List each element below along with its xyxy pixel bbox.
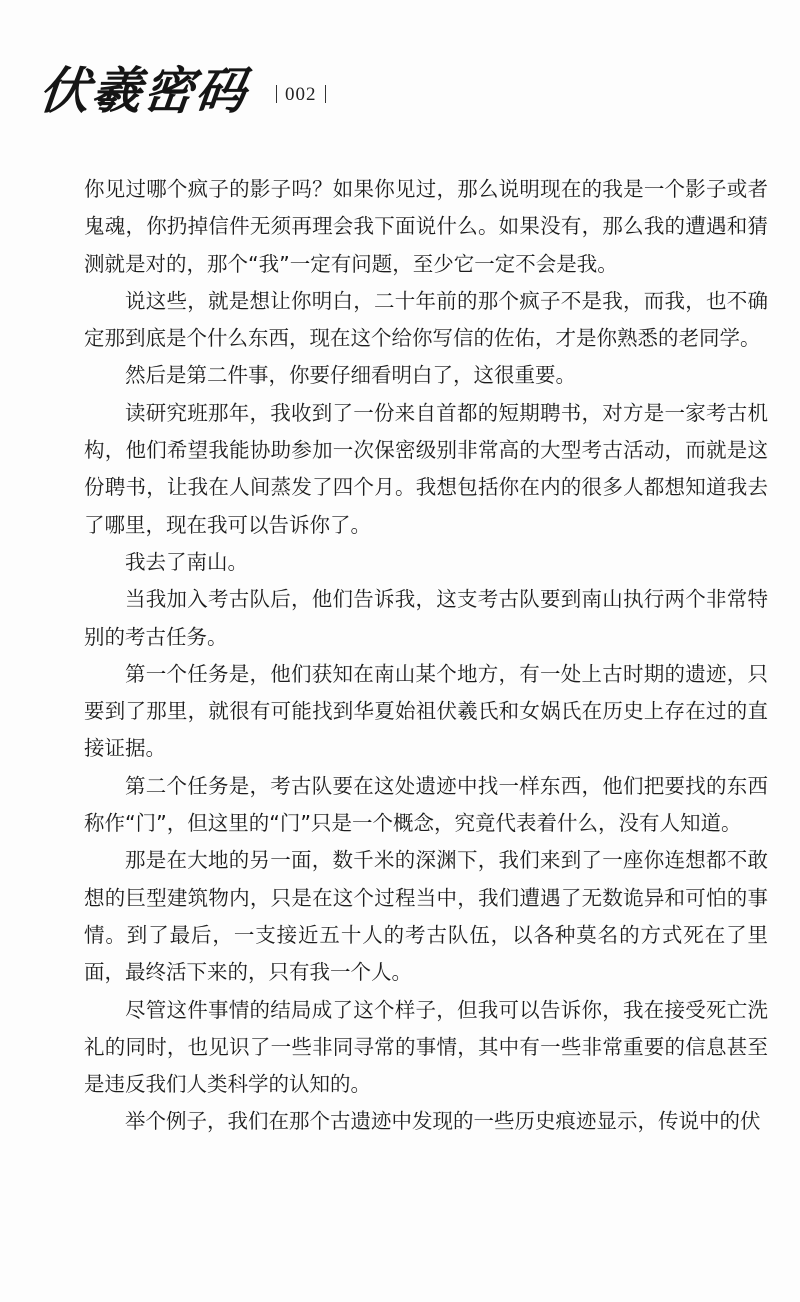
body-text	[84, 171, 768, 1141]
paragraph: 第一个任务是，他们获知在南山某个地方，有一处上古时期的遗迹，只要到了那里，就很有可能找到华夏始祖伏羲氏和女娲氏在历史上存在过的直接证据。	[84, 661, 768, 761]
paragraph: 当我加入考古队后，他们告诉我，这支考古队要到南山执行两个非常特别的考古任务。	[84, 587, 768, 649]
paragraph: 我去了南山。	[125, 549, 248, 574]
paragraph: 举个例子，我们在那个古遗迹中发现的一些历史痕迹显示，传说中的伏	[125, 1109, 761, 1134]
paragraph: 第二个任务是，考古队要在这处遗迹中找一样东西，他们把要找的东西称作“门”，但这里的“门”只是一个概念，究竟代表着什么，没有人知道。	[84, 773, 768, 836]
paragraph: 你见过哪个疯子的影子吗？如果你见过，那么说明现在的我是一个影子或者鬼魂，你扔掉信件无须再理会我下面说什么。如果没有，那么我的遭遇和猜测就是对的，那个“我”一定有问题，至少它一定不会是我。	[84, 177, 768, 276]
page-number-block	[268, 84, 334, 106]
page-number: 002	[285, 84, 317, 105]
paragraph: 然后是第二件事，你要仔细看明白了，这很重要。	[125, 363, 576, 388]
divider-left	[276, 85, 277, 103]
divider-right	[325, 85, 326, 103]
paragraph: 尽管这件事情的结局成了这个样子，但我可以告诉你，我在接受死亡洗礼的同时，也见识了一些非同寻常的事情，其中有一些非常重要的信息甚至是违反我们人类科学的认知的。	[84, 997, 768, 1097]
paragraph: 读研究班那年，我收到了一份来自首都的短期聘书，对方是一家考古机构，他们希望我能协助参加一次保密级别非常高的大型考古活动，而就是这份聘书，让我在人间蒸发了四个月。我想包括你在内的很多人都想知道我去了哪里，现在我可以告诉你了。	[84, 400, 768, 537]
paragraph: 那是在大地的另一面，数千米的深渊下，我们来到了一座你连想都不敢想的巨型建筑物内，只是在这个过程当中，我们遭遇了无数诡异和可怕的事情。到了最后，一支接近五十人的考古队伍，以各种莫名的方式死在了里面，最终活下来的，只有我一个人。	[84, 848, 768, 985]
book-title: 伏羲密码	[36, 61, 251, 120]
running-header	[36, 52, 334, 122]
paragraph: 说这些，就是想让你明白，二十年前的那个疯子不是我，而我，也不确定那到底是个什么东西，现在这个给你写信的佐佑，才是你熟悉的老同学。	[84, 288, 768, 351]
